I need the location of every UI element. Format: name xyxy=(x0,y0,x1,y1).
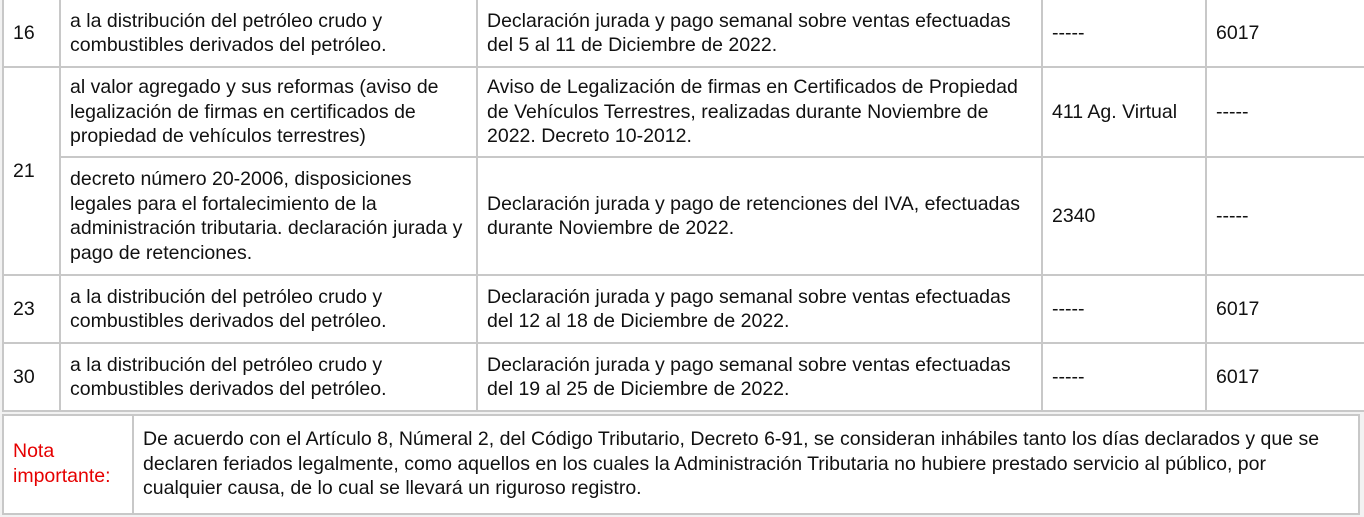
description-cell: al valor agregado y sus reformas (aviso de legalización de firmas en certificados de propiedad de vehículos terrestres) xyxy=(60,67,477,157)
note-label: Nota importante: xyxy=(3,415,133,514)
note-row xyxy=(3,415,1359,514)
day-cell: 30 xyxy=(3,343,60,411)
note-text: De acuerdo con el Artículo 8, Númeral 2, del Código Tributario, Decreto 6-91, se consideran inhábiles tanto los días declarados y que se declaren feriados legalmente, como aquellos en los cuales la Administración Tributaria no hubiere prestado servicio al público, por cualquier causa, de lo cual se llevará un riguroso registro. xyxy=(133,415,1359,514)
description-cell: a la distribución del petróleo crudo y combustibles derivados del petróleo. xyxy=(60,0,477,67)
declaration-cell: Declaración jurada y pago semanal sobre ventas efectuadas del 19 al 25 de Diciembre de 2022. xyxy=(477,343,1042,411)
tax-calendar xyxy=(2,0,1360,515)
important-note xyxy=(2,414,1360,515)
declaration-cell: Declaración jurada y pago semanal sobre ventas efectuadas del 12 al 18 de Diciembre de 2022. xyxy=(477,275,1042,343)
table-row xyxy=(3,343,1364,411)
description-cell: a la distribución del petróleo crudo y combustibles derivados del petróleo. xyxy=(60,343,477,411)
form-1-cell: 2340 xyxy=(1042,157,1206,275)
day-cell: 21 xyxy=(3,67,60,275)
table-row xyxy=(3,157,1364,275)
form-1-cell: ----- xyxy=(1042,275,1206,343)
table-row xyxy=(3,67,1364,157)
day-cell: 16 xyxy=(3,0,60,67)
description-cell: decreto número 20-2006, disposiciones legales para el fortalecimiento de la administración tributaria. declaración jurada y pago de retenciones. xyxy=(60,157,477,275)
form-2-cell: ----- xyxy=(1206,67,1364,157)
declaration-cell: Declaración jurada y pago semanal sobre ventas efectuadas del 5 al 11 de Diciembre de 2022. xyxy=(477,0,1042,67)
table-row xyxy=(3,275,1364,343)
day-cell: 23 xyxy=(3,275,60,343)
description-cell: a la distribución del petróleo crudo y combustibles derivados del petróleo. xyxy=(60,275,477,343)
form-2-cell: 6017 xyxy=(1206,275,1364,343)
declaration-cell: Aviso de Legalización de firmas en Certificados de Propiedad de Vehículos Terrestres, realizadas durante Noviembre de 2022. Decreto 10-2012. xyxy=(477,67,1042,157)
form-2-cell: ----- xyxy=(1206,157,1364,275)
form-1-cell: ----- xyxy=(1042,343,1206,411)
form-1-cell: 411 Ag. Virtual xyxy=(1042,67,1206,157)
obligations-table xyxy=(2,0,1364,412)
table-row xyxy=(3,0,1364,67)
form-2-cell: 6017 xyxy=(1206,343,1364,411)
declaration-cell: Declaración jurada y pago de retenciones del IVA, efectuadas durante Noviembre de 2022. xyxy=(477,157,1042,275)
form-2-cell: 6017 xyxy=(1206,0,1364,67)
form-1-cell: ----- xyxy=(1042,0,1206,67)
